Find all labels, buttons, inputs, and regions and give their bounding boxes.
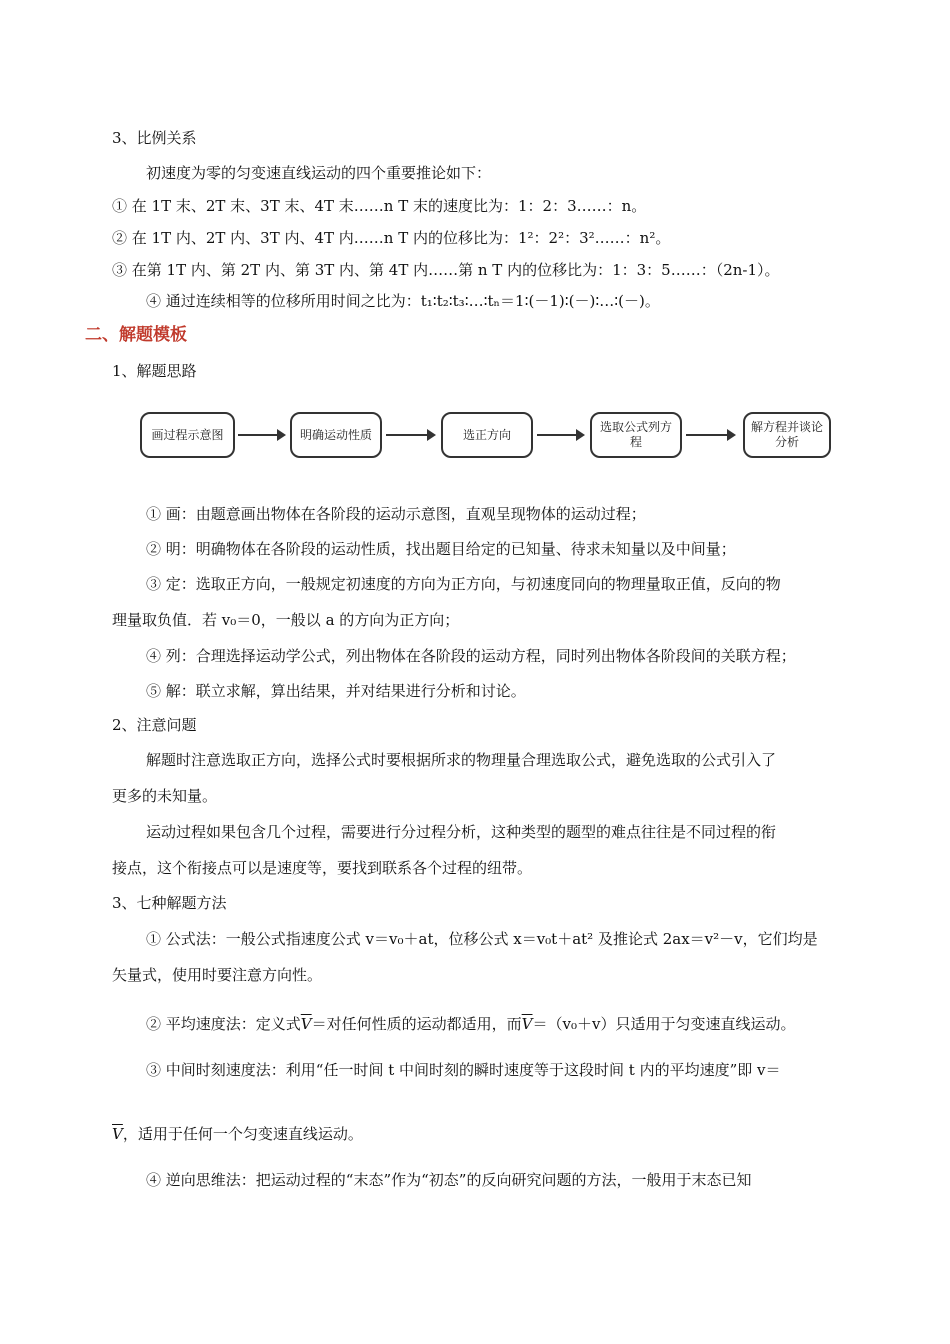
step-direction-a: ③ 定：选取正方向，一般规定初速度的方向为正方向，与初速度同向的物理量取正值，反向的物 (146, 575, 781, 593)
flow-arrow-2 (386, 434, 434, 436)
flowchart (140, 410, 840, 464)
v-bar-symbol: $\overline{V}$ (300, 1015, 312, 1033)
method-average-pre: ② 平均速度法：定义式 (146, 1015, 301, 1033)
paragraph-intro: 初速度为零的匀变速直线运动的四个重要推论如下： (146, 164, 492, 182)
method-average-velocity (146, 1013, 795, 1035)
v-bar-symbol: $\overline{V}$ (521, 1015, 533, 1033)
flow-step-5: 解方程并谈论分析 (743, 412, 831, 458)
subheading-methods: 3、七种解题方法 (112, 894, 227, 912)
notes-paragraph-1b: 更多的未知量。 (112, 787, 218, 805)
notes-paragraph-2a: 运动过程如果包含几个过程，需要进行分过程分析，这种类型的题型的难点往往是不同过程的衔 (146, 823, 777, 841)
step-direction-b: 理量取负值．若 v₀＝0，一般以 a 的方向为正方向； (112, 611, 460, 629)
flow-arrow-4 (686, 434, 734, 436)
ratio-item-3: ③ 在第 1T 内、第 2T 内、第 3T 内、第 4T 内……第 n T 内的位移比为：1：3：5……：（2n-1）。 (112, 261, 780, 279)
section-title-ratio: 3、比例关系 (112, 129, 197, 147)
method-reverse: ④ 逆向思维法：把运动过程的“末态”作为“初态”的反向研究问题的方法，一般用于末态已知 (146, 1171, 752, 1189)
method-midtime-b (112, 1123, 363, 1145)
ratio-item-2: ② 在 1T 内、2T 内、3T 内、4T 内……n T 内的位移比为：1²：2²：3²……：n²。 (112, 229, 671, 247)
ratio-item-4: ④ 通过连续相等的位移所用时间之比为：t₁∶t₂∶t₃∶…∶tₙ＝1∶(－1)∶(－)∶…∶(－)。 (146, 292, 660, 310)
heading-solution-template: 二、解题模板 (85, 325, 187, 345)
step-solve: ⑤ 解：联立求解，算出结果，并对结果进行分析和讨论。 (146, 682, 526, 700)
method-midtime-a: ③ 中间时刻速度法：利用“任一时间 t 中间时刻的瞬时速度等于这段时间 t 内的平均速度”即 v＝ (146, 1061, 781, 1079)
flow-step-2: 明确运动性质 (290, 412, 382, 458)
subheading-notes: 2、注意问题 (112, 716, 197, 734)
flow-step-4: 选取公式列方程 (590, 412, 682, 458)
method-formula-a: ① 公式法：一般公式指速度公式 v＝v₀＋at，位移公式 x＝v₀t＋at² 及推论式 2ax＝v²－v，它们均是 (146, 930, 818, 948)
flow-step-3: 选正方向 (441, 412, 533, 458)
step-draw: ① 画：由题意画出物体在各阶段的运动示意图，直观呈现物体的运动过程； (146, 505, 646, 523)
step-equations: ④ 列：合理选择运动学公式，列出物体在各阶段的运动方程，同时列出物体各阶段间的关联方程； (146, 647, 796, 665)
flow-arrow-1 (238, 434, 284, 436)
notes-paragraph-2b: 接点，这个衔接点可以是速度等，要找到联系各个过程的纽带。 (112, 859, 533, 877)
step-clarify: ② 明：明确物体在各阶段的运动性质，找出题目给定的已知量、待求未知量以及中间量； (146, 540, 736, 558)
subheading-approach: 1、解题思路 (112, 362, 197, 380)
notes-paragraph-1a: 解题时注意选取正方向，选择公式时要根据所求的物理量合理选取公式，避免选取的公式引入了 (146, 751, 777, 769)
method-midtime-post: ，适用于任何一个匀变速直线运动。 (122, 1125, 363, 1143)
v-bar-symbol: $\overline{V}$ (112, 1125, 123, 1143)
ratio-item-1: ① 在 1T 末、2T 末、3T 末、4T 末……n T 末的速度比为：1：2：3……：n。 (112, 197, 647, 215)
method-average-post: ＝（v₀＋v）只适用于匀变速直线运动。 (532, 1015, 796, 1033)
flow-step-1: 画过程示意图 (140, 412, 235, 458)
method-formula-b: 矢量式，使用时要注意方向性。 (112, 966, 323, 984)
method-average-mid: ＝对任何性质的运动都适用，而 (311, 1015, 522, 1033)
flow-arrow-3 (537, 434, 583, 436)
